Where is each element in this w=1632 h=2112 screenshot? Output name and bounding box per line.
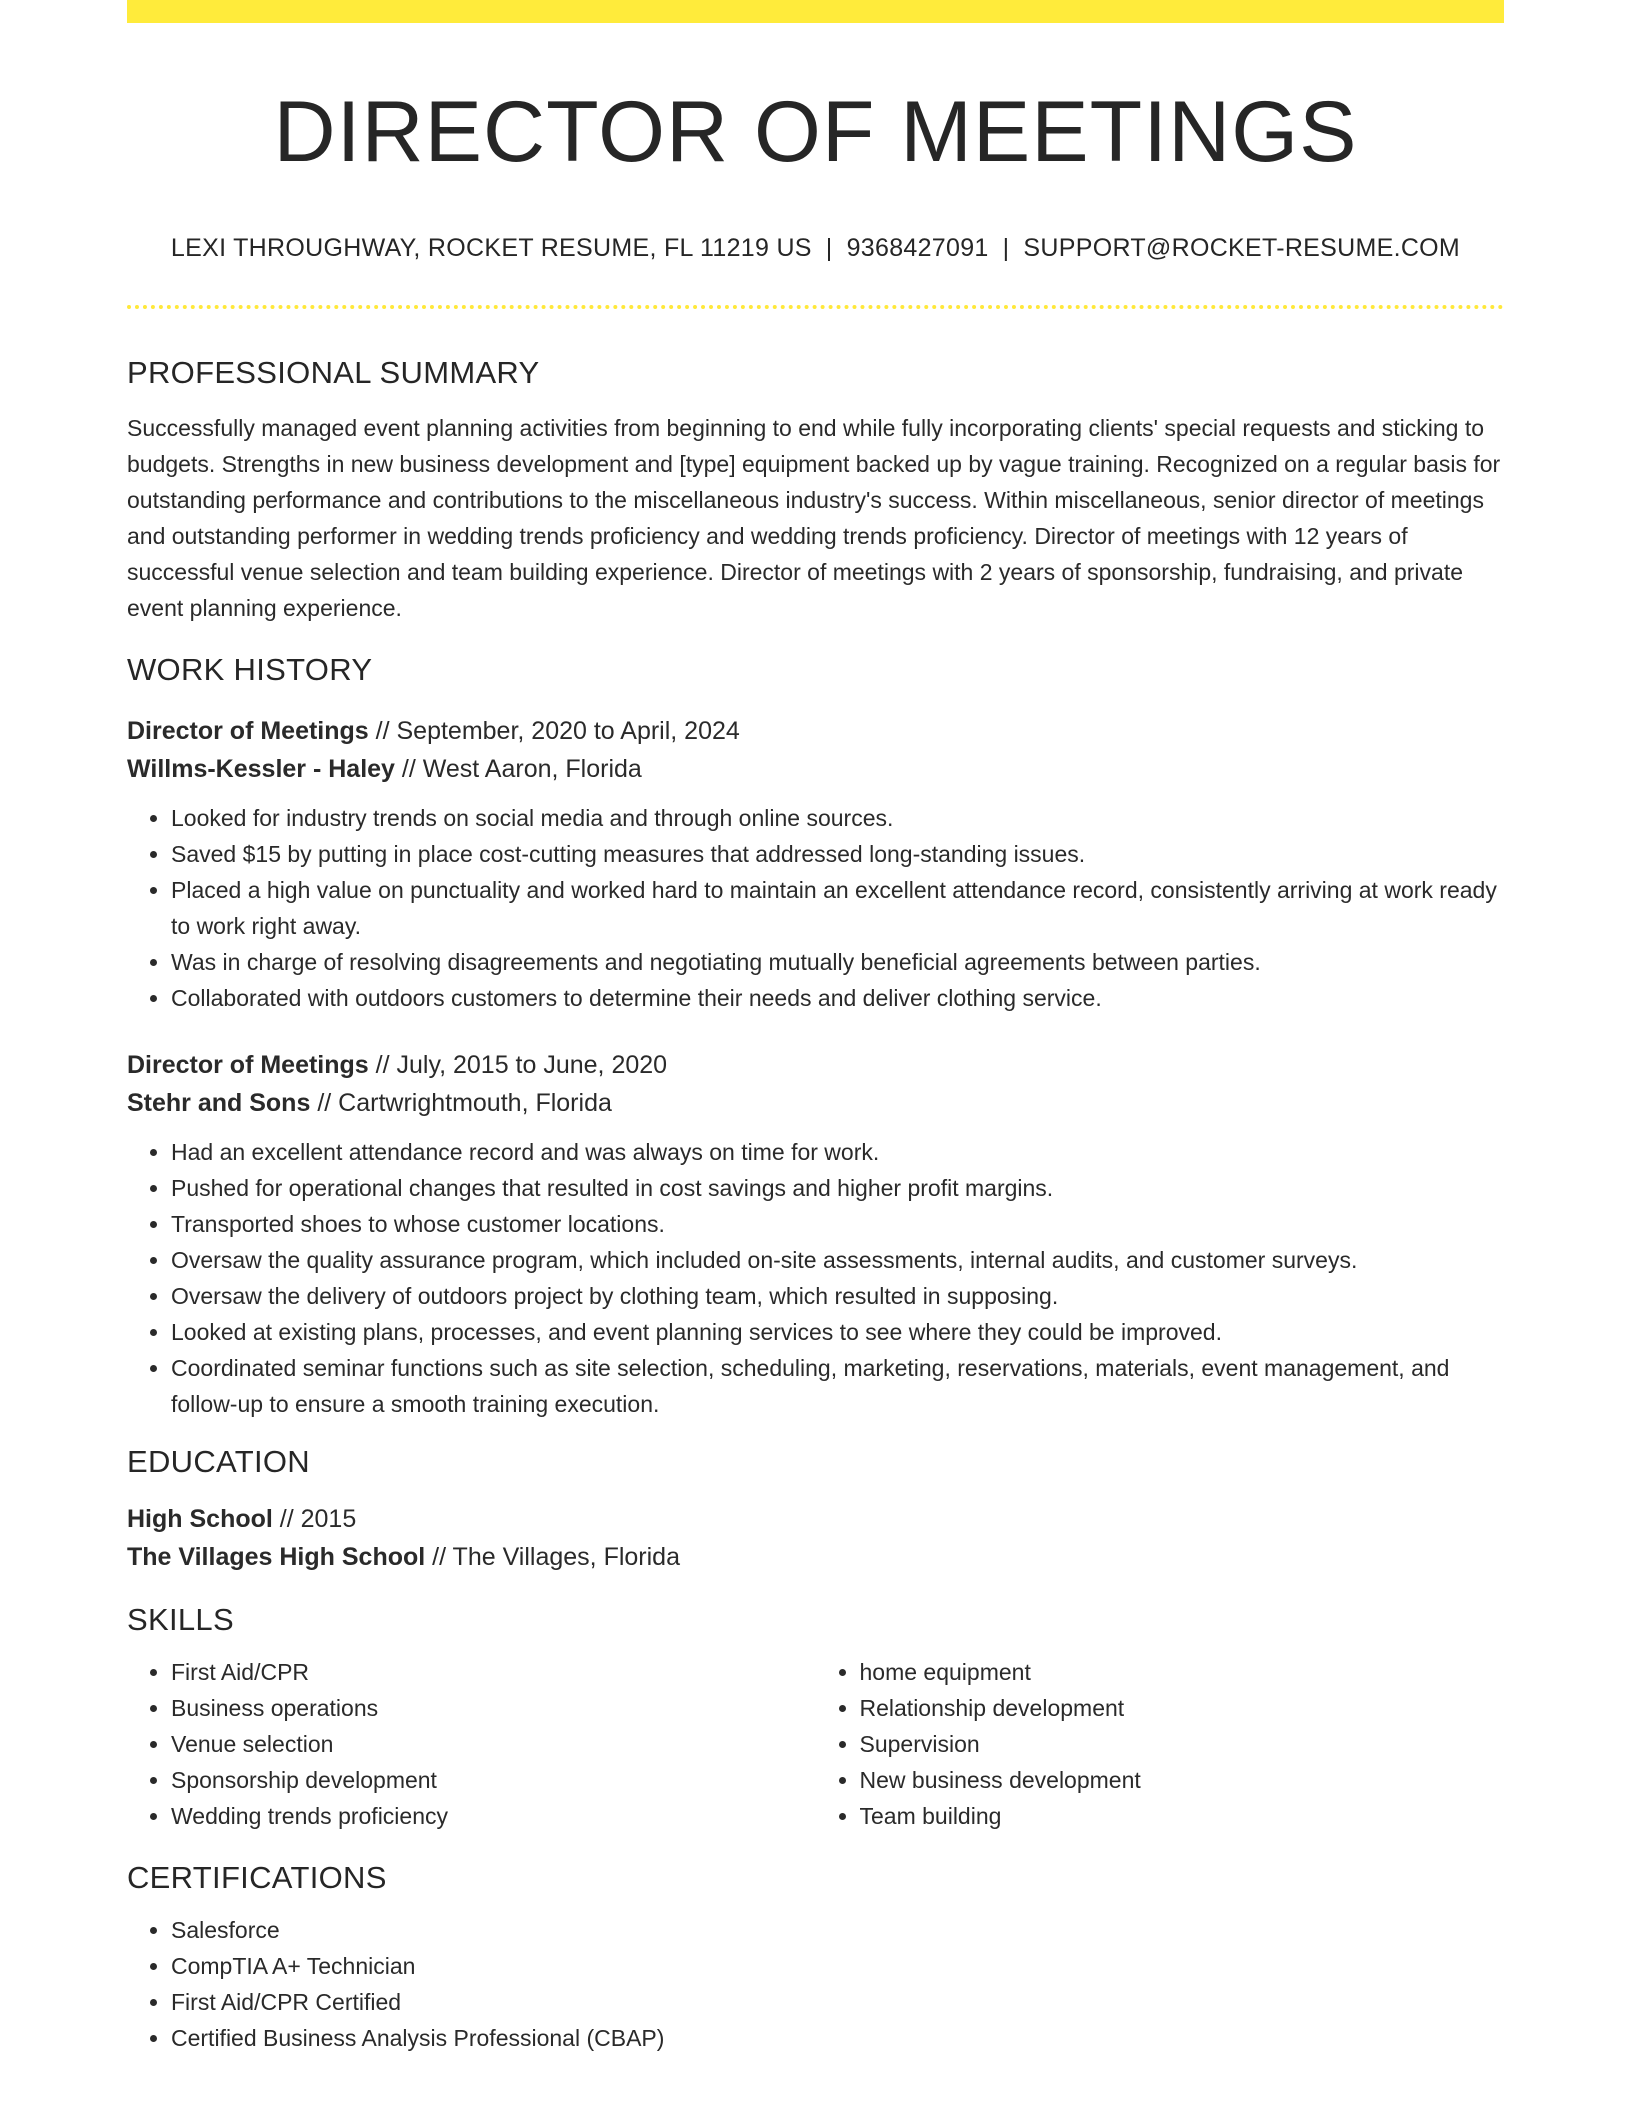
top-accent-bar — [127, 0, 1504, 23]
skill-item: • Team building — [860, 1798, 1505, 1834]
skill-item: • Relationship development — [860, 1690, 1505, 1726]
skills-list-right — [816, 1654, 1505, 1834]
job-bullet: • Pushed for operational changes that resulted in cost savings and higher profit margins. — [171, 1170, 1504, 1206]
certification-item: • First Aid/CPR Certified — [171, 1984, 1504, 2020]
summary-text: Successfully managed event planning activities from beginning to end while fully incorporating clients' special requests and sticking to budgets. Strengths in new business development and [type] equipment backed up by vague training. Recognized on a regular basis for outstanding performance and contributions to the miscellaneous industry's success. Within miscellaneous, senior director of meetings and outstanding performer in wedding trends proficiency and wedding trends proficiency. Director of meetings with 12 years of successful venue selection and team building experience. Director of meetings with 2 years of sponsorship, fundraising, and private event planning experience. — [127, 414, 1501, 621]
skills-heading: SKILLS — [127, 1601, 234, 1637]
contact-separator: | — [825, 233, 833, 262]
skill-item: • Venue selection — [171, 1726, 816, 1762]
job-entry — [127, 1046, 1504, 1422]
job-bullet: • Had an excellent attendance record and was always on time for work. — [171, 1134, 1504, 1170]
skill-item: • Sponsorship development — [171, 1762, 816, 1798]
certifications-heading: CERTIFICATIONS — [127, 1859, 387, 1895]
job-company-line — [127, 1084, 1504, 1122]
certification-item: • Certified Business Analysis Professional (CBAP) — [171, 2020, 1504, 2056]
job-bullet: • Looked at existing plans, processes, and event planning services to see where they could be improved. — [171, 1314, 1504, 1350]
job-bullet: • Coordinated seminar functions such as site selection, scheduling, marketing, reservations, materials, event management, and follow-up to ensure a smooth training execution. — [171, 1350, 1504, 1422]
job-bullet: • Saved $15 by putting in place cost-cutting measures that addressed long-standing issues. — [171, 836, 1504, 872]
skill-item: • Supervision — [860, 1726, 1505, 1762]
job-bullet: • Oversaw the delivery of outdoors project by clothing team, which resulted in supposing. — [171, 1278, 1504, 1314]
job-bullet: • Oversaw the quality assurance program, which included on-site assessments, internal audits, and customer surveys. — [171, 1242, 1504, 1278]
contact-phone[interactable]: 9368427091 — [846, 233, 989, 262]
skill-item: • Business operations — [171, 1690, 816, 1726]
education-school: The Villages High School — [127, 1542, 426, 1571]
summary-heading: PROFESSIONAL SUMMARY — [127, 354, 540, 390]
education-school-line — [127, 1538, 1504, 1576]
skill-item: • Wedding trends proficiency — [171, 1798, 816, 1834]
job-bullet: • Transported shoes to whose customer locations. — [171, 1206, 1504, 1242]
job-company-line — [127, 750, 1504, 788]
education-year: // 2015 — [279, 1504, 357, 1533]
job-title-line — [127, 1046, 1504, 1084]
resume-title: DIRECTOR OF MEETINGS — [273, 84, 1358, 180]
job-company: Willms-Kessler - Haley — [127, 754, 395, 783]
job-bullet: • Placed a high value on punctuality and worked hard to maintain an excellent attendance record, consistently arriving at work ready to work right away. — [171, 872, 1504, 944]
skill-item: • home equipment — [860, 1654, 1505, 1690]
job-title: Director of Meetings — [127, 716, 369, 745]
job-bullet: • Collaborated with outdoors customers to determine their needs and deliver clothing service. — [171, 980, 1504, 1016]
skills-list-left — [127, 1654, 816, 1834]
education-location: // The Villages, Florida — [432, 1542, 680, 1571]
job-title: Director of Meetings — [127, 1050, 369, 1079]
skills-columns — [127, 1654, 1504, 1834]
certification-item: • CompTIA A+ Technician — [171, 1948, 1504, 1984]
job-company: Stehr and Sons — [127, 1088, 311, 1117]
certification-item: • Salesforce — [171, 1912, 1504, 1948]
job-location: // Cartwrightmouth, Florida — [317, 1088, 612, 1117]
job-bullets — [127, 800, 1504, 1016]
contact-separator: | — [1002, 233, 1010, 262]
education-heading: EDUCATION — [127, 1443, 310, 1479]
resume-page — [127, 0, 1504, 2056]
contact-address: LEXI THROUGHWAY, ROCKET RESUME, FL 11219 US — [170, 233, 812, 262]
contact-line — [127, 234, 1504, 263]
dotted-divider — [127, 305, 1504, 309]
job-bullet: • Looked for industry trends on social media and through online sources. — [171, 800, 1504, 836]
skill-item: • First Aid/CPR — [171, 1654, 816, 1690]
contact-email[interactable]: SUPPORT@ROCKET-RESUME.COM — [1023, 233, 1461, 262]
certifications-list — [127, 1912, 1504, 2056]
job-location: // West Aaron, Florida — [401, 754, 642, 783]
education-degree-line — [127, 1500, 1504, 1538]
job-bullet: • Was in charge of resolving disagreements and negotiating mutually beneficial agreements between parties. — [171, 944, 1504, 980]
job-dates: // September, 2020 to April, 2024 — [375, 716, 740, 745]
job-title-line — [127, 712, 1504, 750]
job-bullets — [127, 1134, 1504, 1422]
work-history-heading: WORK HISTORY — [127, 651, 373, 687]
skill-item: • New business development — [860, 1762, 1505, 1798]
job-dates: // July, 2015 to June, 2020 — [375, 1050, 668, 1079]
education-degree: High School — [127, 1504, 273, 1533]
job-entry — [127, 712, 1504, 1016]
